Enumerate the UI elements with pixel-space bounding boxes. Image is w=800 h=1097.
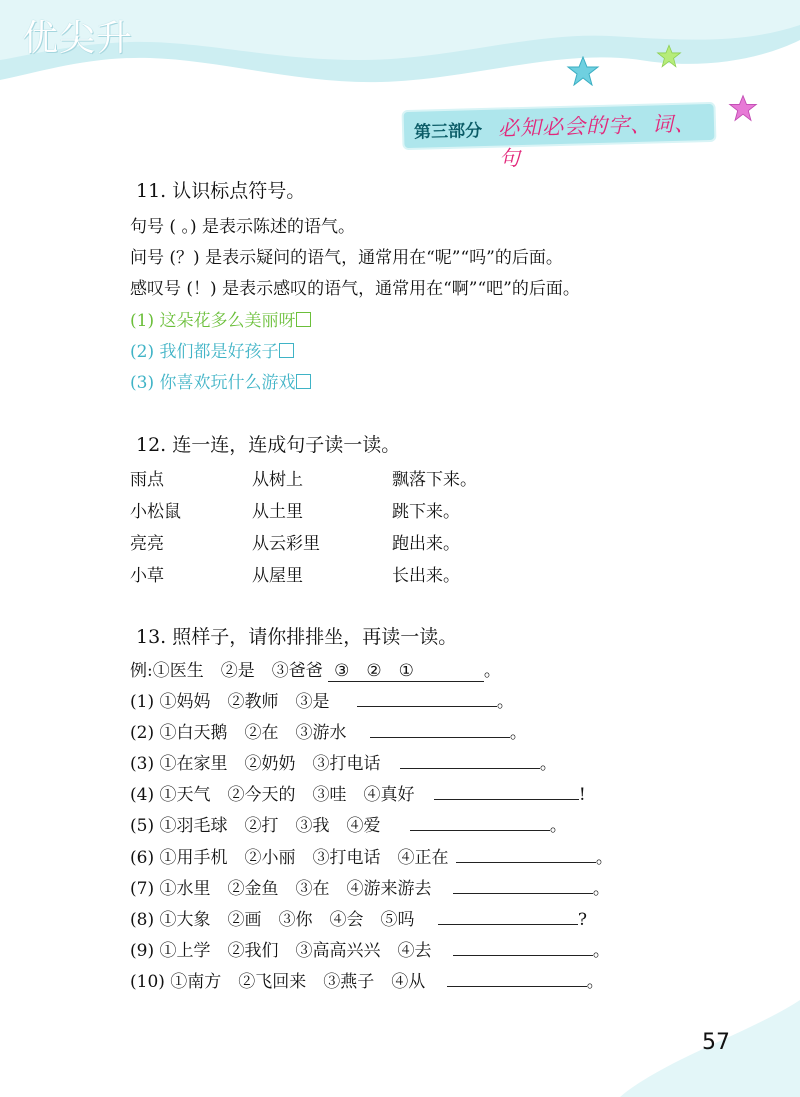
example-end: 。	[483, 661, 501, 681]
q13-item-end: 。	[509, 723, 527, 743]
q11-item-text: (2) 我们都是好孩子	[130, 342, 279, 362]
punctuation-note: 问号 (？) 是表示疑问的语气，通常用在“呢”“吗”的后面。	[130, 248, 563, 268]
q13-item-end: 。	[539, 754, 557, 774]
match-col2-item[interactable]: 从树上	[252, 470, 303, 490]
q13-item-text: (6) ①用手机 ②小丽 ③打电话 ④正在	[130, 848, 449, 868]
match-col1-item[interactable]: 雨点	[130, 470, 164, 490]
answer-blank[interactable]	[453, 879, 593, 894]
match-col3-item[interactable]: 飘落下来。	[392, 470, 477, 490]
q13-item	[130, 936, 610, 961]
match-col3-item[interactable]: 长出来。	[392, 566, 460, 586]
answer-blank[interactable]	[357, 692, 497, 707]
match-col2-item[interactable]: 从屋里	[252, 566, 303, 586]
star-icon	[728, 94, 758, 122]
q13-item-end: ?	[577, 910, 588, 930]
q13-item-end: !	[578, 785, 586, 805]
answer-box[interactable]	[279, 343, 294, 358]
q13-item-text: (4) ①天气 ②今天的 ③哇 ④真好	[130, 785, 415, 805]
match-col3-item[interactable]: 跳下来。	[392, 502, 460, 522]
q13-item-end: 。	[549, 816, 567, 836]
answer-blank[interactable]	[400, 754, 540, 769]
q13-item	[130, 811, 567, 836]
match-col1-item[interactable]: 亮亮	[130, 534, 164, 554]
punctuation-note: 感叹号 (！) 是表示感叹的语气，通常用在“啊”“吧”的后面。	[130, 279, 580, 299]
question-11-title: 11. 认识标点符号。	[136, 180, 306, 202]
match-col1-item[interactable]: 小草	[130, 566, 164, 586]
page-number: 57	[702, 1030, 730, 1055]
q11-item-text: (1) 这朵花多么美丽呀	[130, 311, 296, 331]
match-col2-item[interactable]: 从土里	[252, 502, 303, 522]
star-icon	[566, 56, 600, 86]
q13-item-text: (9) ①上学 ②我们 ③高高兴兴 ④去	[130, 941, 432, 961]
q13-item-text: (8) ①大象 ②画 ③你 ④会 ⑤吗	[130, 910, 415, 930]
match-col3-item[interactable]: 跑出来。	[392, 534, 460, 554]
answer-blank[interactable]	[456, 848, 596, 863]
question-12-title: 12. 连一连，连成句子读一读。	[136, 434, 401, 456]
section-part-label: 第三部分	[413, 121, 483, 143]
q13-item-end: 。	[496, 692, 514, 712]
q13-example	[130, 656, 501, 681]
answer-box[interactable]	[296, 374, 311, 389]
answer-blank[interactable]	[447, 972, 587, 987]
q13-item-end: 。	[595, 848, 613, 868]
q13-item-text: (5) ①羽毛球 ②打 ③我 ④爱	[130, 816, 381, 836]
match-col2-item[interactable]: 从云彩里	[252, 534, 320, 554]
q13-item-text: (2) ①白天鹅 ②在 ③游水	[130, 723, 347, 743]
q13-item-end: 。	[592, 879, 610, 899]
q13-item-end: 。	[592, 941, 610, 961]
answer-box[interactable]	[296, 312, 311, 327]
answer-blank[interactable]	[453, 941, 593, 956]
q11-item	[130, 337, 294, 362]
section-topic-label: 必知必会的字、词、句	[497, 111, 697, 171]
q13-item-end: 。	[586, 972, 604, 992]
q13-item	[130, 905, 587, 930]
q13-item	[130, 718, 527, 743]
answer-blank[interactable]	[434, 785, 579, 800]
answer-blank[interactable]	[370, 723, 510, 738]
example-prefix: 例:①医生 ②是 ③爸爸	[130, 661, 323, 681]
q11-item	[130, 306, 311, 331]
q13-item	[130, 749, 557, 774]
q11-item-text: (3) 你喜欢玩什么游戏	[130, 373, 296, 393]
q13-item-text: (7) ①水里 ②金鱼 ③在 ④游来游去	[130, 879, 432, 899]
q13-item-text: (10) ①南方 ②飞回来 ③燕子 ④从	[130, 972, 426, 992]
footer-wave-decoration	[600, 1000, 800, 1097]
q13-item	[130, 843, 613, 868]
q13-item	[130, 687, 514, 712]
brand-logo-text: 优尖升	[22, 18, 134, 59]
q13-item-text: (3) ①在家里 ②奶奶 ③打电话	[130, 754, 381, 774]
q13-item-text: (1) ①妈妈 ②教师 ③是	[130, 692, 330, 712]
example-answer: ③ ② ①	[328, 661, 484, 682]
star-icon	[656, 44, 682, 68]
q13-item	[130, 780, 586, 805]
question-13-title: 13. 照样子，请你排排坐，再读一读。	[136, 626, 458, 648]
section-tab	[404, 104, 715, 171]
match-col1-item[interactable]: 小松鼠	[130, 502, 181, 522]
q13-item	[130, 874, 610, 899]
punctuation-note: 句号 ( 。) 是表示陈述的语气。	[130, 217, 355, 237]
answer-blank[interactable]	[438, 910, 578, 925]
q11-item	[130, 368, 311, 393]
q13-item	[130, 967, 604, 992]
answer-blank[interactable]	[410, 816, 550, 831]
